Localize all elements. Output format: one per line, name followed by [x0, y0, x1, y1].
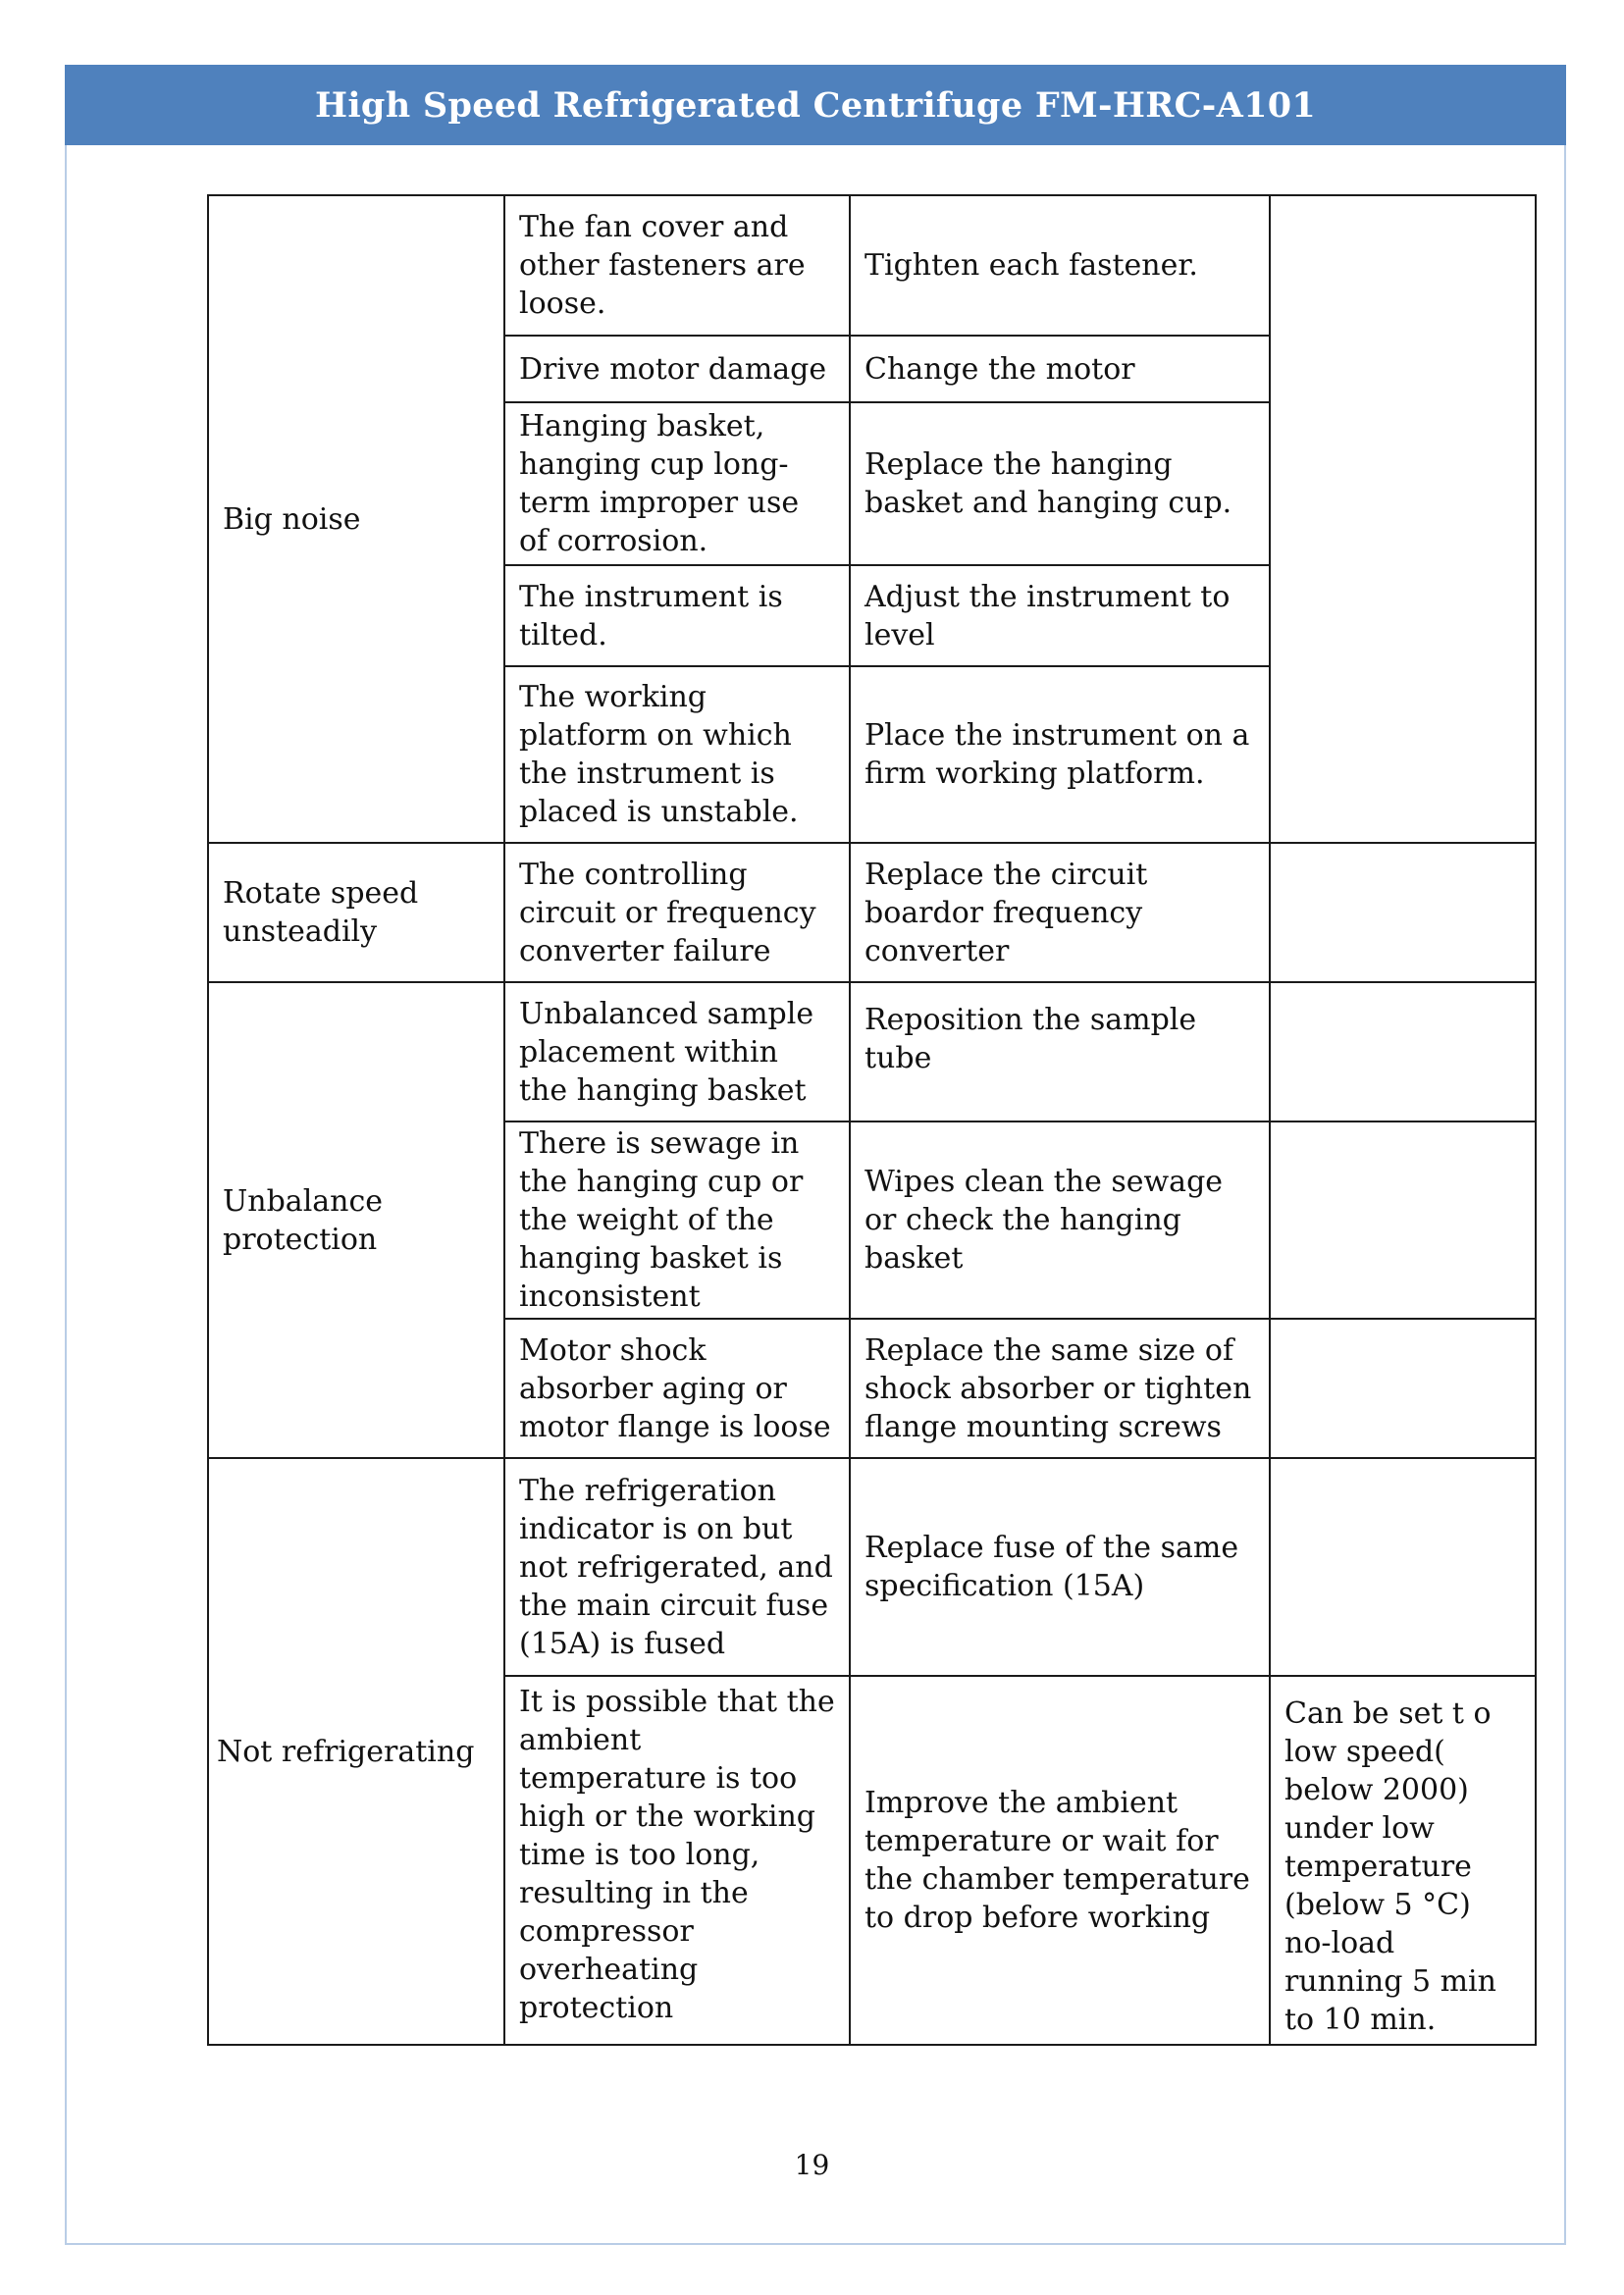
solution-cell: Reposition the sample tube: [850, 982, 1270, 1121]
table-row: [208, 1458, 1536, 1676]
remark-cell: [1270, 843, 1536, 982]
cause-cell: The refrigeration indicator is on but not refrigerated, and the main circuit fuse (15A) is fused: [504, 1458, 850, 1676]
cause-cell: Motor shock absorber aging or motor flange is loose: [504, 1319, 850, 1458]
cause-cell: Hanging basket, hanging cup long-term improper use of corrosion.: [504, 402, 850, 565]
cause-cell: It is possible that the ambient temperature is too high or the working time is too long, resulting in the compressor overheating protection: [504, 1676, 850, 2045]
table-row: [208, 982, 1536, 1121]
document-title: High Speed Refrigerated Centrifuge FM-HRC-A101: [314, 84, 1317, 126]
solution-cell: Improve the ambient temperature or wait for the chamber temperature to drop before working: [850, 1676, 1270, 2045]
troubleshooting-table: [207, 194, 1537, 2046]
solution-cell: Tighten each fastener.: [850, 195, 1270, 336]
cause-cell: The working platform on which the instrument is placed is unstable.: [504, 666, 850, 843]
solution-cell: Replace the circuit boardor frequency converter: [850, 843, 1270, 982]
cause-cell: The controlling circuit or frequency converter failure: [504, 843, 850, 982]
table-row: [208, 843, 1536, 982]
cause-cell: Unbalanced sample placement within the hanging basket: [504, 982, 850, 1121]
table-row: [208, 195, 1536, 336]
page-number: 19: [794, 2149, 830, 2181]
remark-cell: [1270, 195, 1536, 843]
solution-cell: Replace the hanging basket and hanging cup.: [850, 402, 1270, 565]
solution-cell: Replace fuse of the same specification (15A): [850, 1458, 1270, 1676]
symptom-cell: Rotate speed unsteadily: [208, 843, 504, 982]
solution-cell: Place the instrument on a firm working platform.: [850, 666, 1270, 843]
solution-cell: Wipes clean the sewage or check the hanging basket: [850, 1121, 1270, 1319]
remark-cell: Can be set t o low speed( below 2000) under low temperature (below 5 °C) no-load running 5 min to 10 min.: [1270, 1676, 1536, 2045]
cause-cell: There is sewage in the hanging cup or the weight of the hanging basket is inconsistent: [504, 1121, 850, 1319]
document-header: [65, 65, 1566, 145]
solution-cell: Replace the same size of shock absorber or tighten flange mounting screws: [850, 1319, 1270, 1458]
symptom-cell: Not refrigerating: [208, 1458, 504, 2045]
solution-cell: Adjust the instrument to level: [850, 565, 1270, 666]
symptom-cell: Big noise: [208, 195, 504, 843]
solution-cell: Change the motor: [850, 336, 1270, 402]
remark-cell: [1270, 1319, 1536, 1458]
remark-cell: [1270, 1458, 1536, 1676]
cause-cell: The fan cover and other fasteners are loose.: [504, 195, 850, 336]
cause-cell: The instrument is tilted.: [504, 565, 850, 666]
cause-cell: Drive motor damage: [504, 336, 850, 402]
remark-cell: [1270, 982, 1536, 1121]
symptom-cell: Unbalance protection: [208, 982, 504, 1458]
remark-cell: [1270, 1121, 1536, 1319]
